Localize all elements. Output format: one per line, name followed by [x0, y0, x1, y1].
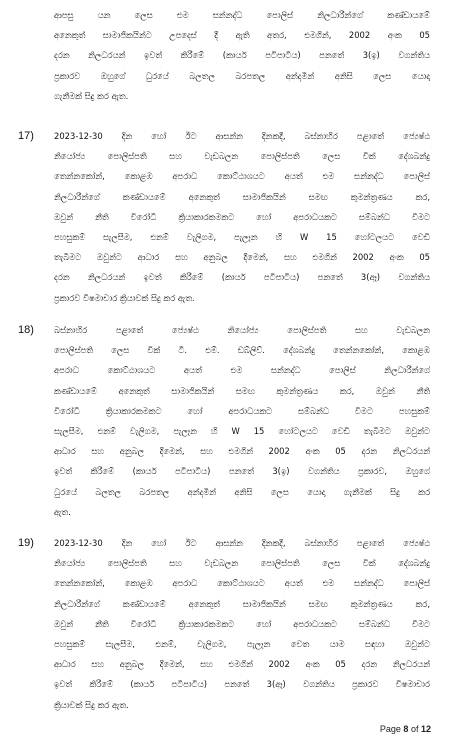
paragraph-line: පොලිස්පති ලෙස වික් ටී. එම්. ඩබ්ලිව්. දේශබන්දු තෙන්නකෝන්, කොළඹ [54, 345, 430, 355]
paragraph-line: නියෝජ්‍ය පොලිස්පති සහ වැඩබලන පොලිස්පති ලෙස වික් දේශබන්දු [54, 151, 430, 161]
paragraph-line: ආධාර සහ අනුබල දීමෙන්, සහ එමගින් 2002 අංක 05 දරන නිලධරයන් [54, 446, 430, 456]
paragraph-line: ඉවත් කිරීමේ (කාර්ය පටිපාටිය) පනතේ 3(ඉ) වගන්තිය ප්‍රකාරව, ඔහුගේ [54, 466, 430, 476]
paragraph-line: ධුරයේ බලතල බරපතල අන්දමින් අනිසි ලෙස යොදා ගැනීමක් සිදු කර [54, 487, 430, 497]
paragraph-line: තෙන්නකෝන්, කොළඹ අපරාධ කොට්ඨාශයට අයත් එම සන්නද්ධ පොලිස් [54, 578, 430, 588]
paragraph-line: පහසුකම් සැලසීම, එනම් වැලිගම, පැලෑන හි W 15 හෝටලයට වෙඩි [54, 232, 430, 242]
paragraph-line: නිලධාරීන්ගේ කණ්ඩායමේ අනෙකුත් සාමාජිකයින් සමඟ කුමන්ත්‍රණය කර, [54, 599, 430, 609]
paragraph-number: 18) [18, 324, 34, 336]
paragraph-line: ඉවත් කිරීමේ (කාර්ය පටිපාටිය) පනතේ 3(ඈ) වගන්තිය ප්‍රකාරව විෂමාචාර [54, 679, 430, 689]
paragraph-line: ක්‍රියාවක් සිදු කර ඇත. [54, 700, 129, 710]
paragraph-line: දරන නිලධරයන් ඉවත් කිරීමේ (කාර්ය පටිපාටිය) පනතේ 3(ඉ) වගන්තිය [54, 50, 430, 60]
paragraph-line: අනෙකුත් සාමාජිකයින්ට උපදෙස් දී ඇති අතර, එමගින්, 2002 අංක 05 [54, 30, 430, 40]
paragraph-line: ප්‍රකාරව විෂමාචාර ක්‍රියාවක් සිදු කර ඇත. [54, 293, 195, 303]
page-prefix: Page [379, 724, 401, 734]
paragraph-line: ඔවුන් නීති විරෝධී ක්‍රියාකාරකමකට හෝ අපරාධයකට සම්බන්ධ වීමට [54, 212, 430, 222]
paragraph-line: කණ්ඩායමේ අනෙකුත් සාමාජිකයින් සමඟ කුමන්ත්‍රණය කර, ඔවුන් නීති [54, 386, 430, 396]
page-separator: of [410, 724, 419, 734]
paragraph-line: අපරාධ කොට්ඨාශයට අයත් එම සන්නද්ධ පොලිස් නිලධාරීන්ගේ [54, 365, 430, 375]
paragraph-line: පහසුකම් සැලසීම, එනම්, වැලිගම, පැලෑන වෙත යාම සඳහා ඔවුන්ට [54, 639, 430, 649]
paragraph-number: 17) [18, 130, 34, 142]
paragraph-line: නිලධාරීන්ගේ කණ්ඩායමේ අනෙකුත් සාමාජිකයින් සමඟ කුමන්ත්‍රණය කර, [54, 192, 430, 202]
paragraph-line: ඇත. [54, 507, 71, 517]
paragraph-line: ආපසු යන ලෙස එම සන්නද්ධ පොලිස් නිලධාරීන්ගේ කණ්ඩායමේ [54, 10, 430, 20]
paragraph-line: තැබීමට ඔවුන්ට ආධාර සහ අනුබල දීමෙන්, සහ එමගින් 2002 අංක 05 [54, 252, 430, 262]
paragraph-line: ආධාර සහ අනුබල දීමෙන්, සහ එමගින් 2002 අංක 05 දරන නිලධරයන් [54, 659, 430, 669]
paragraph-line: විරෝධී ක්‍රියාකාරකමකට හෝ අපරාධයකට සම්බන්ධ වීමට පහසුකම් [54, 406, 430, 416]
paragraph-line: තෙන්නකෝන්, කොළඹ අපරාධ කොට්ඨාශයට අයත් එම සන්නද්ධ පොලිස් [54, 171, 430, 181]
paragraph-line: දරන නිලධරයන් ඉවත් කිරීමේ (කාර්ය පටිපාටිය) පනතේ 3(ඈ) වගන්තිය [54, 272, 430, 282]
paragraph-line: සැලසීම, එනම් වැලිගම, පැලෑන හි W 15 හෝටලයට වෙඩි තැබීමට ඔවුන්ට [54, 426, 430, 436]
paragraph-line: 2023-12-30 දින හෝ ඊට ආසන්න දිනකදී, බස්නාහිර පළාතේ ජ්‍යෙෂ්ඨ [54, 538, 430, 548]
paragraph-number: 19) [18, 537, 34, 549]
paragraph-line: නියෝජ්‍ය පොලිස්පති සහ වැඩබලන පොලිස්පති ලෙස වික් දේශබන්දු [54, 558, 430, 568]
paragraph-line: බස්නාහිර පළාතේ ජ්‍යෙෂ්ඨ නියෝජ්‍ය පොලිස්පති සහ වැඩබලන [54, 325, 430, 335]
page-footer [380, 724, 431, 734]
paragraph-line: 2023-12-30 දින හෝ ඊට ආසන්න දිනකදී, බස්නාහිර පළාතේ ජ්‍යෙෂ්ඨ [54, 131, 430, 141]
page-total: 12 [420, 724, 431, 734]
paragraph-line: ඔවුන් නීති විරෝධී ක්‍රියාකාරකමකට හෝ අපරාධයකට සම්බන්ධ වීමට [54, 619, 430, 629]
page-current: 8 [403, 724, 409, 734]
paragraph-line: ප්‍රකාරව ඔහුගේ ධුරයේ බලතල බරපතල අන්දමින් අනිසි ලෙස යොදා [54, 71, 430, 81]
paragraph-line: ගැනීමක් සිදු කර ඇත. [54, 91, 129, 101]
